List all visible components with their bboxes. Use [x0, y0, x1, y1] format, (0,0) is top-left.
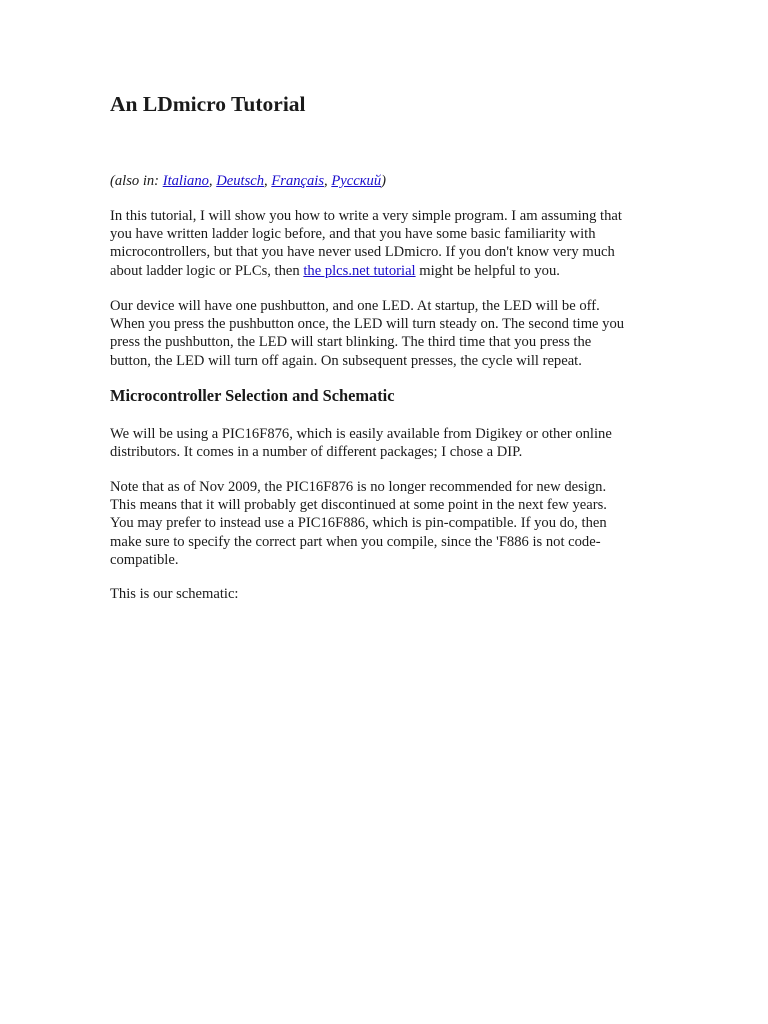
link-russian[interactable]: Русский — [331, 173, 382, 189]
intro-paragraph — [110, 207, 655, 280]
intro-line: you have written ladder logic before, and that you have some basic familiarity with — [110, 226, 596, 243]
selection-line: We will be using a PIC16F876, which is easily available from Digikey or other online — [110, 426, 612, 442]
page-title: An LDmicro Tutorial — [110, 92, 306, 116]
intro-text: about ladder logic or PLCs, then — [110, 262, 304, 279]
note-line: compatible. — [110, 551, 179, 568]
schematic-intro: This is our schematic: — [110, 586, 239, 602]
selection-paragraph — [110, 425, 655, 461]
device-line: When you press the pushbutton once, the LED will turn steady on. The second time you — [110, 316, 625, 333]
link-italiano[interactable]: Italiano — [162, 173, 209, 189]
languages-suffix: ) — [381, 173, 386, 189]
languages-separator: , — [324, 173, 332, 189]
device-line: Our device will have one pushbutton, and one LED. At startup, the LED will be off. — [110, 298, 600, 314]
intro-line: microcontrollers, but that you have never used LDmicro. If you don't know very much — [110, 244, 615, 261]
device-line: button, the LED will turn off again. On subsequent presses, the cycle will repeat. — [110, 352, 582, 369]
note-line: You may prefer to instead use a PIC16F886, which is pin-compatible. If you do, then — [110, 515, 607, 532]
languages-prefix: (also in: — [110, 173, 163, 189]
note-line: Note that as of Nov 2009, the PIC16F876 is no longer recommended for new design. — [110, 479, 607, 495]
device-paragraph — [110, 297, 655, 370]
link-deutsch[interactable]: Deutsch — [216, 173, 265, 189]
link-francais[interactable]: Français — [271, 173, 325, 189]
note-paragraph — [110, 478, 655, 569]
device-line: press the pushbutton, the LED will start blinking. The third time that you press the — [110, 334, 592, 351]
section-heading: Microcontroller Selection and Schematic — [110, 386, 395, 405]
document-page — [110, 90, 655, 602]
plcs-tutorial-link[interactable]: the plcs.net tutorial — [303, 262, 416, 279]
intro-text: might be helpful to you. — [415, 262, 560, 279]
language-links — [110, 172, 386, 190]
note-line: make sure to specify the correct part when you compile, since the 'F886 is not code- — [110, 533, 601, 550]
languages-separator: , — [264, 173, 272, 189]
note-line: This means that it will probably get discontinued at some point in the next few years. — [110, 497, 607, 514]
languages-separator: , — [208, 173, 217, 189]
intro-line: In this tutorial, I will show you how to write a very simple program. I am assuming that — [110, 208, 622, 224]
intro-line-with-link — [110, 262, 655, 280]
selection-line: distributors. It comes in a number of different packages; I chose a DIP. — [110, 444, 523, 461]
